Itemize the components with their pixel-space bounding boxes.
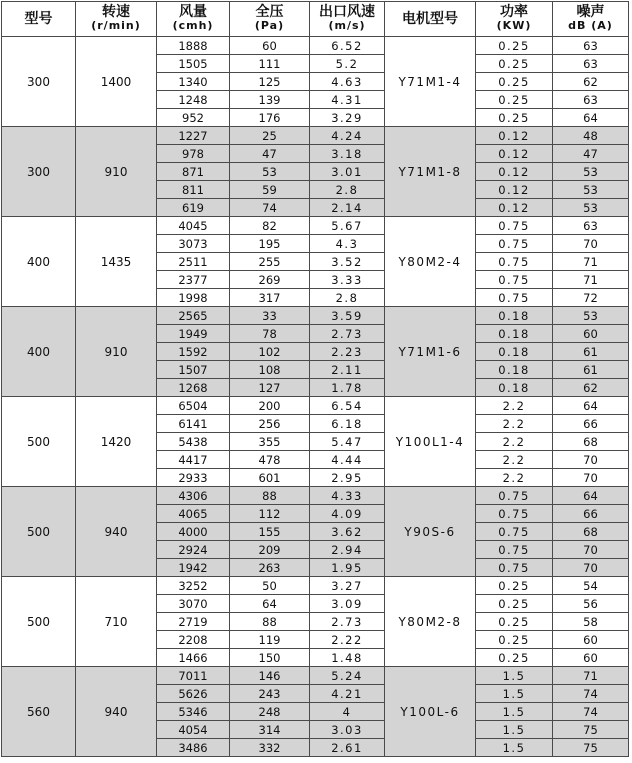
cell-noise: 74 xyxy=(553,685,629,703)
cell-power: 0.75 xyxy=(476,289,553,307)
cell-power: 0.18 xyxy=(476,343,553,361)
table-body xyxy=(2,37,629,757)
cell-motor-model: Y80M2-8 xyxy=(385,577,476,667)
cell-pressure: 88 xyxy=(230,613,310,631)
cell-noise: 64 xyxy=(553,109,629,127)
cell-pressure: 88 xyxy=(230,487,310,505)
cell-power: 0.12 xyxy=(476,145,553,163)
cell-noise: 71 xyxy=(553,667,629,685)
cell-pressure: 125 xyxy=(230,73,310,91)
cell-pressure: 209 xyxy=(230,541,310,559)
cell-outlet-velocity: 3.62 xyxy=(310,523,385,541)
cell-outlet-velocity: 4.33 xyxy=(310,487,385,505)
cell-motor-model: Y71M1-6 xyxy=(385,307,476,397)
cell-power: 0.75 xyxy=(476,235,553,253)
cell-outlet-velocity: 3.03 xyxy=(310,721,385,739)
cell-power: 0.25 xyxy=(476,613,553,631)
cell-pressure: 146 xyxy=(230,667,310,685)
cell-airflow: 811 xyxy=(157,181,230,199)
cell-power: 0.18 xyxy=(476,379,553,397)
cell-airflow: 619 xyxy=(157,199,230,217)
cell-model: 500 xyxy=(2,487,76,577)
cell-airflow: 3252 xyxy=(157,577,230,595)
cell-noise: 60 xyxy=(553,649,629,667)
cell-airflow: 2924 xyxy=(157,541,230,559)
cell-outlet-velocity: 2.73 xyxy=(310,613,385,631)
cell-outlet-velocity: 2.61 xyxy=(310,739,385,757)
cell-speed: 940 xyxy=(76,667,157,757)
cell-airflow: 7011 xyxy=(157,667,230,685)
cell-noise: 68 xyxy=(553,523,629,541)
cell-power: 2.2 xyxy=(476,415,553,433)
cell-airflow: 1505 xyxy=(157,55,230,73)
header-row xyxy=(2,2,629,37)
cell-outlet-velocity: 3.18 xyxy=(310,145,385,163)
cell-pressure: 47 xyxy=(230,145,310,163)
cell-outlet-velocity: 4.31 xyxy=(310,91,385,109)
cell-outlet-velocity: 4.44 xyxy=(310,451,385,469)
cell-airflow: 4045 xyxy=(157,217,230,235)
cell-airflow: 1888 xyxy=(157,37,230,55)
cell-airflow: 5438 xyxy=(157,433,230,451)
cell-motor-model: Y80M2-4 xyxy=(385,217,476,307)
fan-spec-table xyxy=(1,1,629,757)
cell-model: 300 xyxy=(2,127,76,217)
table-row xyxy=(2,127,629,145)
cell-outlet-velocity: 6.54 xyxy=(310,397,385,415)
cell-outlet-velocity: 3.01 xyxy=(310,163,385,181)
cell-airflow: 3486 xyxy=(157,739,230,757)
cell-power: 0.18 xyxy=(476,361,553,379)
cell-power: 0.25 xyxy=(476,55,553,73)
cell-outlet-velocity: 2.8 xyxy=(310,289,385,307)
cell-power: 0.18 xyxy=(476,307,553,325)
cell-pressure: 25 xyxy=(230,127,310,145)
cell-power: 0.75 xyxy=(476,541,553,559)
cell-airflow: 1942 xyxy=(157,559,230,577)
cell-noise: 66 xyxy=(553,505,629,523)
cell-speed: 710 xyxy=(76,577,157,667)
cell-power: 0.12 xyxy=(476,127,553,145)
cell-outlet-velocity: 4.3 xyxy=(310,235,385,253)
cell-outlet-velocity: 4.21 xyxy=(310,685,385,703)
cell-airflow: 871 xyxy=(157,163,230,181)
cell-power: 0.75 xyxy=(476,559,553,577)
cell-speed: 910 xyxy=(76,127,157,217)
cell-noise: 74 xyxy=(553,703,629,721)
cell-airflow: 4054 xyxy=(157,721,230,739)
cell-pressure: 119 xyxy=(230,631,310,649)
cell-power: 0.75 xyxy=(476,505,553,523)
cell-power: 0.25 xyxy=(476,595,553,613)
cell-pressure: 355 xyxy=(230,433,310,451)
header-airflow: 风量 (cmh) xyxy=(157,2,230,37)
cell-power: 2.2 xyxy=(476,397,553,415)
cell-noise: 60 xyxy=(553,325,629,343)
cell-power: 0.12 xyxy=(476,181,553,199)
cell-pressure: 102 xyxy=(230,343,310,361)
cell-outlet-velocity: 4 xyxy=(310,703,385,721)
cell-pressure: 150 xyxy=(230,649,310,667)
cell-pressure: 248 xyxy=(230,703,310,721)
cell-pressure: 108 xyxy=(230,361,310,379)
cell-pressure: 127 xyxy=(230,379,310,397)
cell-pressure: 332 xyxy=(230,739,310,757)
table-row xyxy=(2,487,629,505)
cell-power: 0.75 xyxy=(476,271,553,289)
cell-pressure: 78 xyxy=(230,325,310,343)
cell-model: 400 xyxy=(2,307,76,397)
cell-outlet-velocity: 4.24 xyxy=(310,127,385,145)
cell-speed: 1435 xyxy=(76,217,157,307)
cell-outlet-velocity: 1.78 xyxy=(310,379,385,397)
cell-outlet-velocity: 4.09 xyxy=(310,505,385,523)
cell-outlet-velocity: 3.27 xyxy=(310,577,385,595)
cell-outlet-velocity: 5.2 xyxy=(310,55,385,73)
cell-power: 0.75 xyxy=(476,217,553,235)
cell-pressure: 139 xyxy=(230,91,310,109)
cell-noise: 60 xyxy=(553,631,629,649)
cell-pressure: 243 xyxy=(230,685,310,703)
cell-speed: 1420 xyxy=(76,397,157,487)
header-outlet-velocity: 出口风速 (m/s) xyxy=(310,2,385,37)
cell-noise: 53 xyxy=(553,181,629,199)
cell-outlet-velocity: 4.63 xyxy=(310,73,385,91)
cell-noise: 64 xyxy=(553,487,629,505)
cell-airflow: 2377 xyxy=(157,271,230,289)
cell-airflow: 5346 xyxy=(157,703,230,721)
cell-noise: 56 xyxy=(553,595,629,613)
cell-airflow: 2719 xyxy=(157,613,230,631)
cell-pressure: 59 xyxy=(230,181,310,199)
cell-pressure: 111 xyxy=(230,55,310,73)
cell-speed: 910 xyxy=(76,307,157,397)
cell-airflow: 6141 xyxy=(157,415,230,433)
cell-airflow: 1268 xyxy=(157,379,230,397)
cell-airflow: 2565 xyxy=(157,307,230,325)
cell-motor-model: Y100L1-4 xyxy=(385,397,476,487)
cell-noise: 58 xyxy=(553,613,629,631)
cell-power: 0.25 xyxy=(476,649,553,667)
cell-speed: 940 xyxy=(76,487,157,577)
fan-spec-table-container xyxy=(1,1,629,757)
cell-noise: 70 xyxy=(553,235,629,253)
cell-noise: 75 xyxy=(553,739,629,757)
cell-noise: 75 xyxy=(553,721,629,739)
cell-airflow: 4000 xyxy=(157,523,230,541)
cell-power: 1.5 xyxy=(476,685,553,703)
cell-noise: 47 xyxy=(553,145,629,163)
cell-outlet-velocity: 2.8 xyxy=(310,181,385,199)
cell-noise: 70 xyxy=(553,541,629,559)
cell-outlet-velocity: 2.11 xyxy=(310,361,385,379)
cell-airflow: 952 xyxy=(157,109,230,127)
cell-power: 1.5 xyxy=(476,721,553,739)
cell-motor-model: Y100L-6 xyxy=(385,667,476,757)
cell-noise: 61 xyxy=(553,361,629,379)
cell-power: 0.25 xyxy=(476,631,553,649)
cell-noise: 53 xyxy=(553,163,629,181)
cell-power: 0.18 xyxy=(476,325,553,343)
cell-power: 0.25 xyxy=(476,73,553,91)
cell-pressure: 112 xyxy=(230,505,310,523)
cell-airflow: 1248 xyxy=(157,91,230,109)
table-row xyxy=(2,397,629,415)
header-noise: 噪声 dB (A) xyxy=(553,2,629,37)
cell-motor-model: Y90S-6 xyxy=(385,487,476,577)
cell-pressure: 50 xyxy=(230,577,310,595)
cell-airflow: 1998 xyxy=(157,289,230,307)
cell-noise: 62 xyxy=(553,379,629,397)
cell-noise: 54 xyxy=(553,577,629,595)
cell-noise: 63 xyxy=(553,37,629,55)
cell-power: 0.25 xyxy=(476,91,553,109)
cell-power: 0.25 xyxy=(476,37,553,55)
cell-pressure: 314 xyxy=(230,721,310,739)
cell-pressure: 82 xyxy=(230,217,310,235)
cell-noise: 53 xyxy=(553,307,629,325)
cell-noise: 63 xyxy=(553,217,629,235)
cell-airflow: 1466 xyxy=(157,649,230,667)
cell-outlet-velocity: 5.67 xyxy=(310,217,385,235)
cell-outlet-velocity: 3.29 xyxy=(310,109,385,127)
table-row xyxy=(2,307,629,325)
cell-airflow: 2511 xyxy=(157,253,230,271)
cell-airflow: 2933 xyxy=(157,469,230,487)
cell-outlet-velocity: 2.95 xyxy=(310,469,385,487)
header-motor-model: 电机型号 xyxy=(385,2,476,37)
cell-airflow: 1949 xyxy=(157,325,230,343)
cell-noise: 70 xyxy=(553,469,629,487)
cell-pressure: 60 xyxy=(230,37,310,55)
cell-pressure: 256 xyxy=(230,415,310,433)
cell-noise: 72 xyxy=(553,289,629,307)
cell-noise: 68 xyxy=(553,433,629,451)
table-row xyxy=(2,577,629,595)
cell-outlet-velocity: 2.14 xyxy=(310,199,385,217)
cell-noise: 64 xyxy=(553,397,629,415)
cell-airflow: 1227 xyxy=(157,127,230,145)
cell-pressure: 155 xyxy=(230,523,310,541)
cell-outlet-velocity: 3.59 xyxy=(310,307,385,325)
cell-outlet-velocity: 6.52 xyxy=(310,37,385,55)
cell-noise: 63 xyxy=(553,91,629,109)
cell-outlet-velocity: 3.52 xyxy=(310,253,385,271)
cell-pressure: 601 xyxy=(230,469,310,487)
cell-outlet-velocity: 2.94 xyxy=(310,541,385,559)
cell-pressure: 176 xyxy=(230,109,310,127)
cell-noise: 66 xyxy=(553,415,629,433)
cell-power: 0.25 xyxy=(476,109,553,127)
cell-power: 0.75 xyxy=(476,523,553,541)
cell-outlet-velocity: 1.48 xyxy=(310,649,385,667)
table-row xyxy=(2,667,629,685)
cell-outlet-velocity: 3.33 xyxy=(310,271,385,289)
cell-power: 1.5 xyxy=(476,667,553,685)
header-model: 型号 xyxy=(2,2,76,37)
cell-pressure: 269 xyxy=(230,271,310,289)
cell-pressure: 53 xyxy=(230,163,310,181)
cell-power: 0.12 xyxy=(476,163,553,181)
cell-power: 0.75 xyxy=(476,253,553,271)
header-pressure: 全压 (Pa) xyxy=(230,2,310,37)
cell-outlet-velocity: 5.24 xyxy=(310,667,385,685)
cell-outlet-velocity: 2.22 xyxy=(310,631,385,649)
cell-outlet-velocity: 5.47 xyxy=(310,433,385,451)
cell-noise: 70 xyxy=(553,559,629,577)
header-speed: 转速 (r/min) xyxy=(76,2,157,37)
cell-pressure: 74 xyxy=(230,199,310,217)
cell-noise: 53 xyxy=(553,199,629,217)
cell-model: 300 xyxy=(2,37,76,127)
cell-airflow: 1340 xyxy=(157,73,230,91)
cell-model: 500 xyxy=(2,397,76,487)
cell-noise: 62 xyxy=(553,73,629,91)
cell-noise: 70 xyxy=(553,451,629,469)
cell-power: 0.75 xyxy=(476,487,553,505)
cell-airflow: 3073 xyxy=(157,235,230,253)
cell-airflow: 978 xyxy=(157,145,230,163)
cell-model: 400 xyxy=(2,217,76,307)
table-row xyxy=(2,217,629,235)
cell-outlet-velocity: 1.95 xyxy=(310,559,385,577)
cell-airflow: 4306 xyxy=(157,487,230,505)
cell-outlet-velocity: 6.18 xyxy=(310,415,385,433)
cell-airflow: 1507 xyxy=(157,361,230,379)
cell-airflow: 4417 xyxy=(157,451,230,469)
header-power: 功率 (KW) xyxy=(476,2,553,37)
cell-pressure: 263 xyxy=(230,559,310,577)
cell-outlet-velocity: 3.09 xyxy=(310,595,385,613)
cell-pressure: 64 xyxy=(230,595,310,613)
cell-speed: 1400 xyxy=(76,37,157,127)
cell-model: 500 xyxy=(2,577,76,667)
cell-airflow: 4065 xyxy=(157,505,230,523)
cell-noise: 71 xyxy=(553,253,629,271)
cell-airflow: 5626 xyxy=(157,685,230,703)
cell-power: 1.5 xyxy=(476,703,553,721)
cell-power: 0.12 xyxy=(476,199,553,217)
cell-power: 2.2 xyxy=(476,451,553,469)
cell-noise: 61 xyxy=(553,343,629,361)
cell-pressure: 317 xyxy=(230,289,310,307)
cell-noise: 63 xyxy=(553,55,629,73)
cell-airflow: 1592 xyxy=(157,343,230,361)
cell-pressure: 478 xyxy=(230,451,310,469)
cell-airflow: 3070 xyxy=(157,595,230,613)
cell-noise: 48 xyxy=(553,127,629,145)
cell-motor-model: Y71M1-4 xyxy=(385,37,476,127)
cell-noise: 71 xyxy=(553,271,629,289)
cell-pressure: 200 xyxy=(230,397,310,415)
cell-motor-model: Y71M1-8 xyxy=(385,127,476,217)
cell-airflow: 2208 xyxy=(157,631,230,649)
cell-power: 0.25 xyxy=(476,577,553,595)
cell-airflow: 6504 xyxy=(157,397,230,415)
cell-model: 560 xyxy=(2,667,76,757)
cell-outlet-velocity: 2.73 xyxy=(310,325,385,343)
cell-pressure: 33 xyxy=(230,307,310,325)
table-row xyxy=(2,37,629,55)
cell-outlet-velocity: 2.23 xyxy=(310,343,385,361)
cell-pressure: 195 xyxy=(230,235,310,253)
cell-power: 2.2 xyxy=(476,433,553,451)
cell-power: 2.2 xyxy=(476,469,553,487)
cell-power: 1.5 xyxy=(476,739,553,757)
cell-pressure: 255 xyxy=(230,253,310,271)
